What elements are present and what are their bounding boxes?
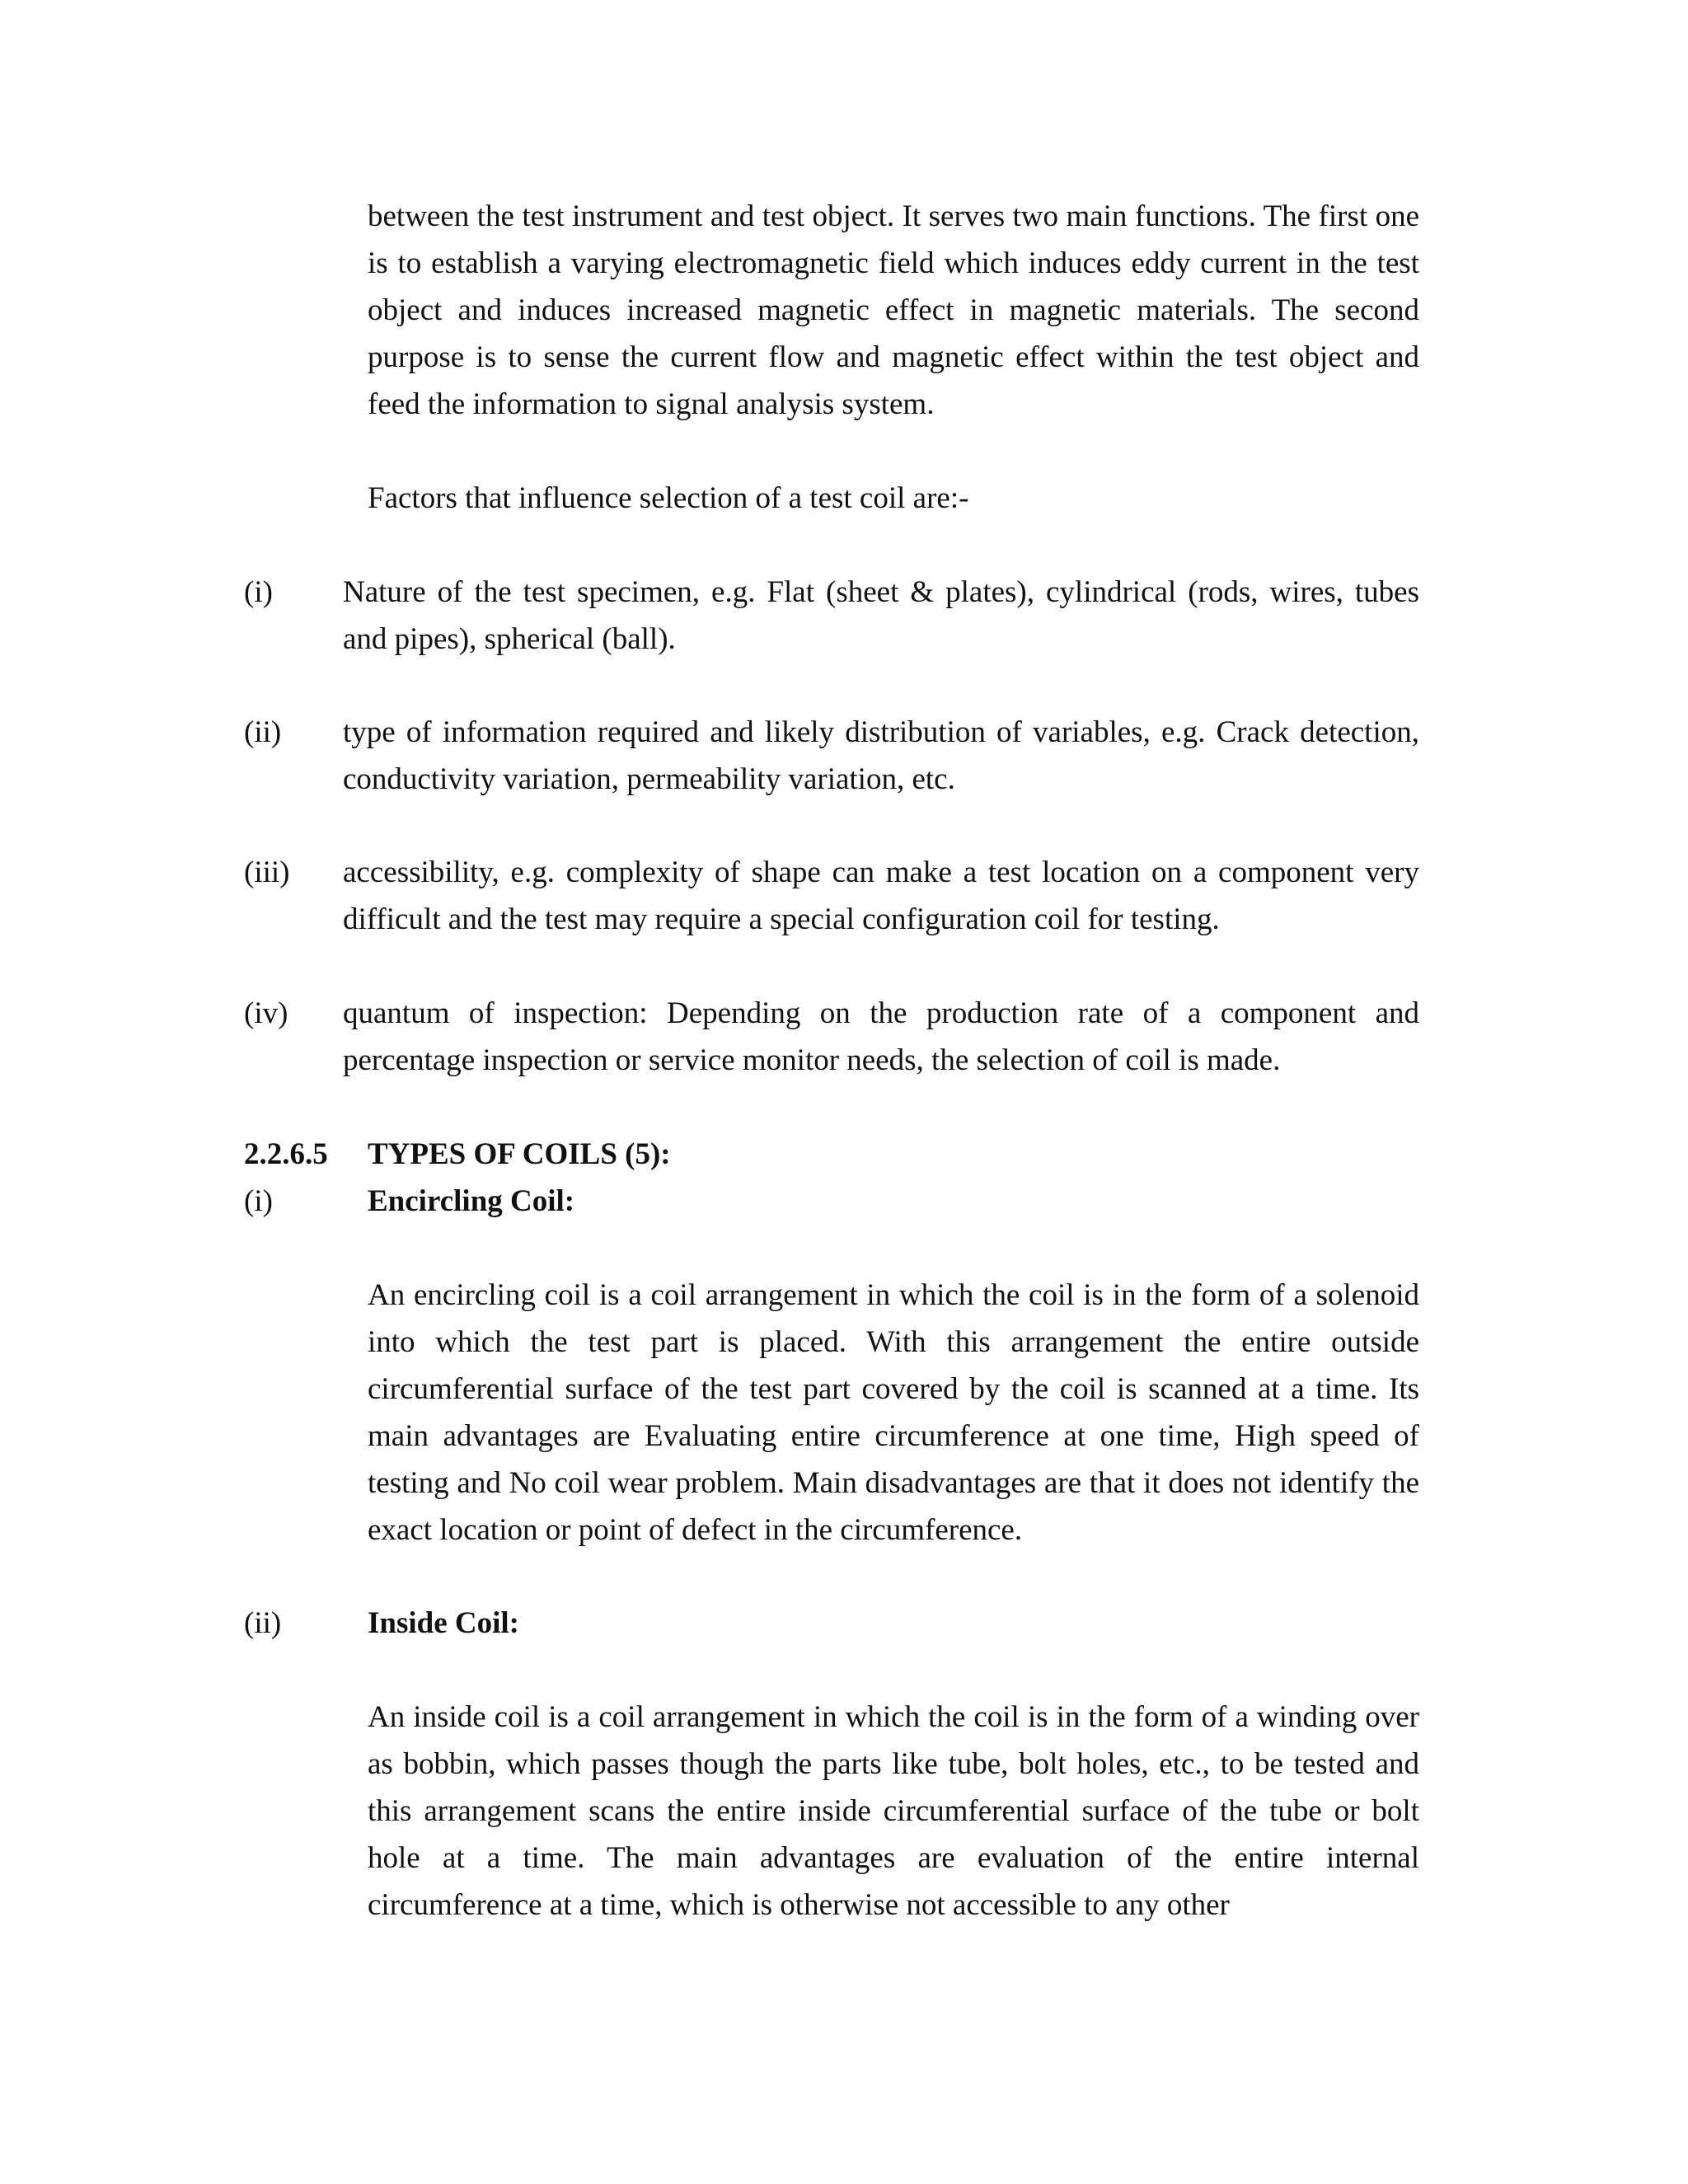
factor-number: (ii): [244, 715, 282, 749]
section-number: 2.2.6.5: [244, 1137, 328, 1171]
factor-number: (i): [244, 575, 273, 609]
factor-text: type of information required and likely distribution of variables, e.g. Crack detection, conductivity variation, permeability variation, etc.: [343, 715, 1419, 796]
coil-number: (i): [244, 1184, 273, 1218]
factor-text: accessibility, e.g. complexity of shape can make a test location on a component very difficult and the test may require a special configuration coil for testing.: [343, 855, 1419, 936]
factor-text: Nature of the test specimen, e.g. Flat (sheet & plates), cylindrical (rods, wires, tubes and pipes), spherical (ball).: [343, 575, 1419, 656]
factor-number: (iii): [244, 855, 290, 889]
factor-number: (iv): [244, 996, 288, 1030]
intro-paragraph: between the test instrument and test object. It serves two main functions. The first one is to establish a varying electromagnetic field which induces eddy current in the test object and induces increased magnetic effect in magnetic materials. The second purpose is to sense the current flow and magnetic effect within the test object and feed the information to signal analysis system.: [368, 199, 1419, 421]
coil-number: (ii): [244, 1606, 282, 1640]
factor-text: quantum of inspection: Depending on the production rate of a component and percentage inspection or service monitor needs, the selection of coil is made.: [343, 996, 1419, 1077]
inside-coil-paragraph: An inside coil is a coil arrangement in which the coil is in the form of a winding over as bobbin, which passes though the parts like tube, bolt holes, etc., to be tested and this arrangement scans the entire inside circumferential surface of the tube or bolt hole at a time. The main advantages are evaluation of the entire internal circumference at a time, which is otherwise not accessible to any other: [368, 1700, 1419, 1922]
coil-title: Inside Coil:: [368, 1606, 520, 1640]
encircling-coil-paragraph: An encircling coil is a coil arrangement in which the coil is in the form of a solenoid into which the test part is placed. With this arrangement the entire outside circumferential surface of the test part covered by the coil is scanned at a time. Its main advantages are Evaluating entire circumference at one time, High speed of testing and No coil wear problem. Main disadvantages are that it does not identify the exact location or point of defect in the circumference.: [368, 1278, 1419, 1547]
section-title: TYPES OF COILS (5):: [368, 1137, 671, 1171]
coil-title: Encircling Coil:: [368, 1184, 575, 1218]
factors-intro: Factors that influence selection of a test coil are:-: [368, 481, 969, 515]
